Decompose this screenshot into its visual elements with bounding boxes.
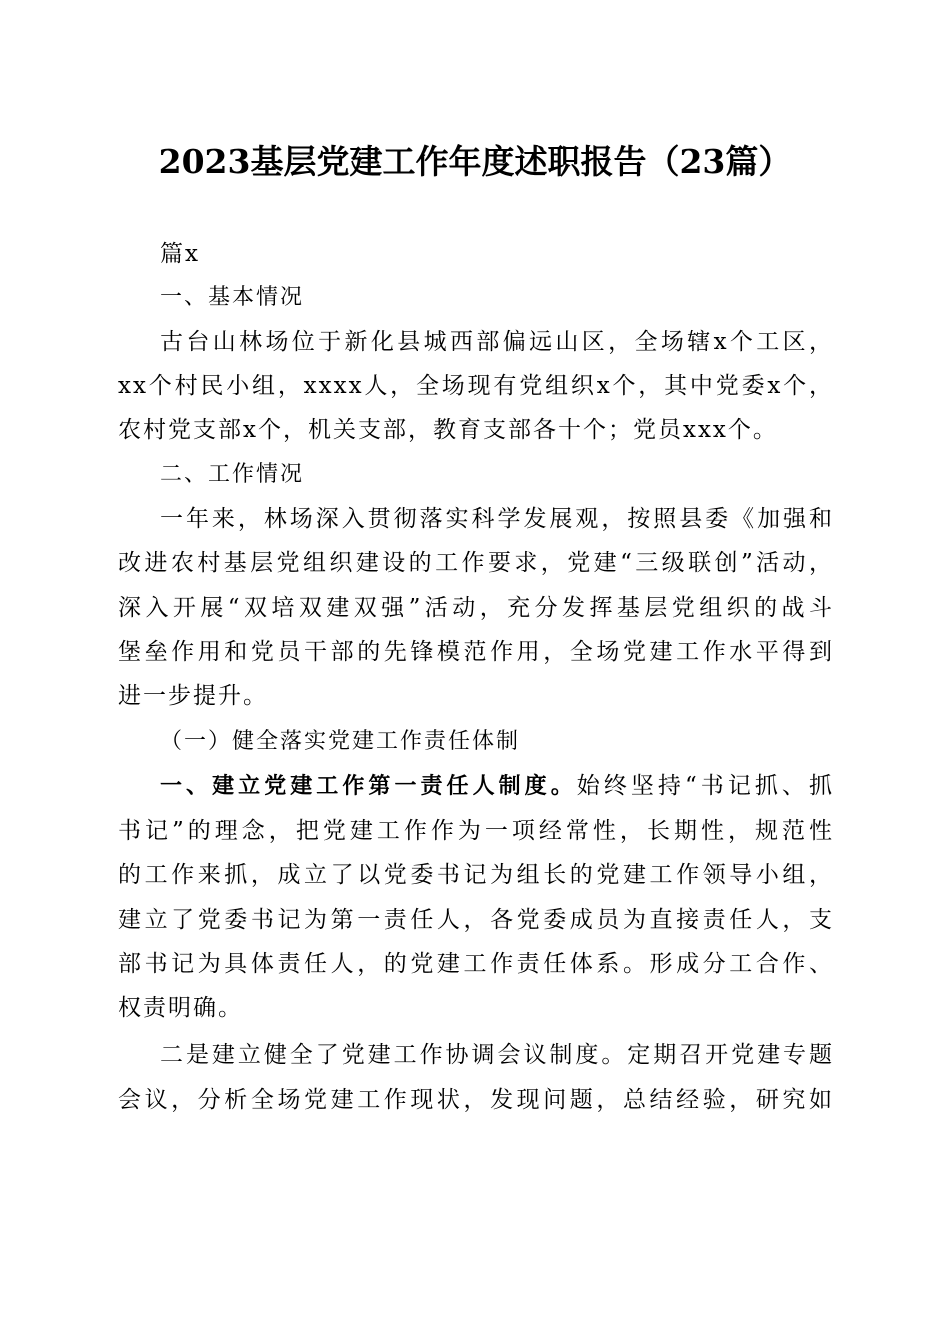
document-title: 2023基层党建工作年度述职报告（23篇） bbox=[158, 142, 792, 181]
paragraph-line: 古台山林场位于新化县城西部偏远山区，全场辖x个工区， bbox=[160, 329, 834, 355]
subsection-heading: （一）健全落实党建工作责任体制 bbox=[160, 729, 521, 754]
paragraph-line: 进一步提升。 bbox=[118, 683, 268, 709]
paragraph-line: 改进农村基层党组织建设的工作要求，党建“三级联创”活动， bbox=[118, 550, 834, 576]
paragraph-line: 堡垒作用和党员干部的先锋模范作用，全场党建工作水平得到 bbox=[118, 639, 834, 665]
paragraph-line: 部书记为具体责任人，的党建工作责任体系。形成分工合作、 bbox=[118, 951, 834, 977]
paragraph-line: 建立了党委书记为第一责任人，各党委成员为直接责任人，支 bbox=[118, 907, 834, 933]
paragraph-line: 二是建立健全了党建工作协调会议制度。定期召开党建专题 bbox=[160, 1042, 834, 1068]
chapter-label: 篇x bbox=[160, 241, 200, 267]
paragraph-line: 权责明确。 bbox=[118, 995, 243, 1021]
lead-rest-text: 始终坚持“书记抓、抓 bbox=[576, 773, 834, 799]
paragraph-line: 农村党支部x个，机关支部，教育支部各十个；党员xxx个。 bbox=[118, 417, 778, 443]
paragraph-line: 一年来，林场深入贯彻落实科学发展观，按照县委《加强和 bbox=[160, 506, 834, 532]
bold-lead-text: 一、建立党建工作第一责任人制度。 bbox=[160, 774, 577, 799]
paragraph-line: 会议，分析全场党建工作现状，发现问题，总结经验，研究如 bbox=[118, 1087, 834, 1113]
paragraph-line-lead bbox=[118, 770, 834, 803]
paragraph-line: 深入开展“双培双建双强”活动，充分发挥基层党组织的战斗 bbox=[118, 595, 834, 621]
paragraph-line: 书记”的理念，把党建工作作为一项经常性，长期性，规范性 bbox=[118, 818, 834, 844]
paragraph-line: 的工作来抓，成立了以党委书记为组长的党建工作领导小组， bbox=[118, 862, 834, 888]
section-heading-work-status: 二、工作情况 bbox=[160, 462, 305, 487]
paragraph-line: xx个村民小组，xxxx人，全场现有党组织x个，其中党委x个， bbox=[118, 373, 834, 399]
section-heading-basic-info: 一、基本情况 bbox=[160, 285, 305, 310]
